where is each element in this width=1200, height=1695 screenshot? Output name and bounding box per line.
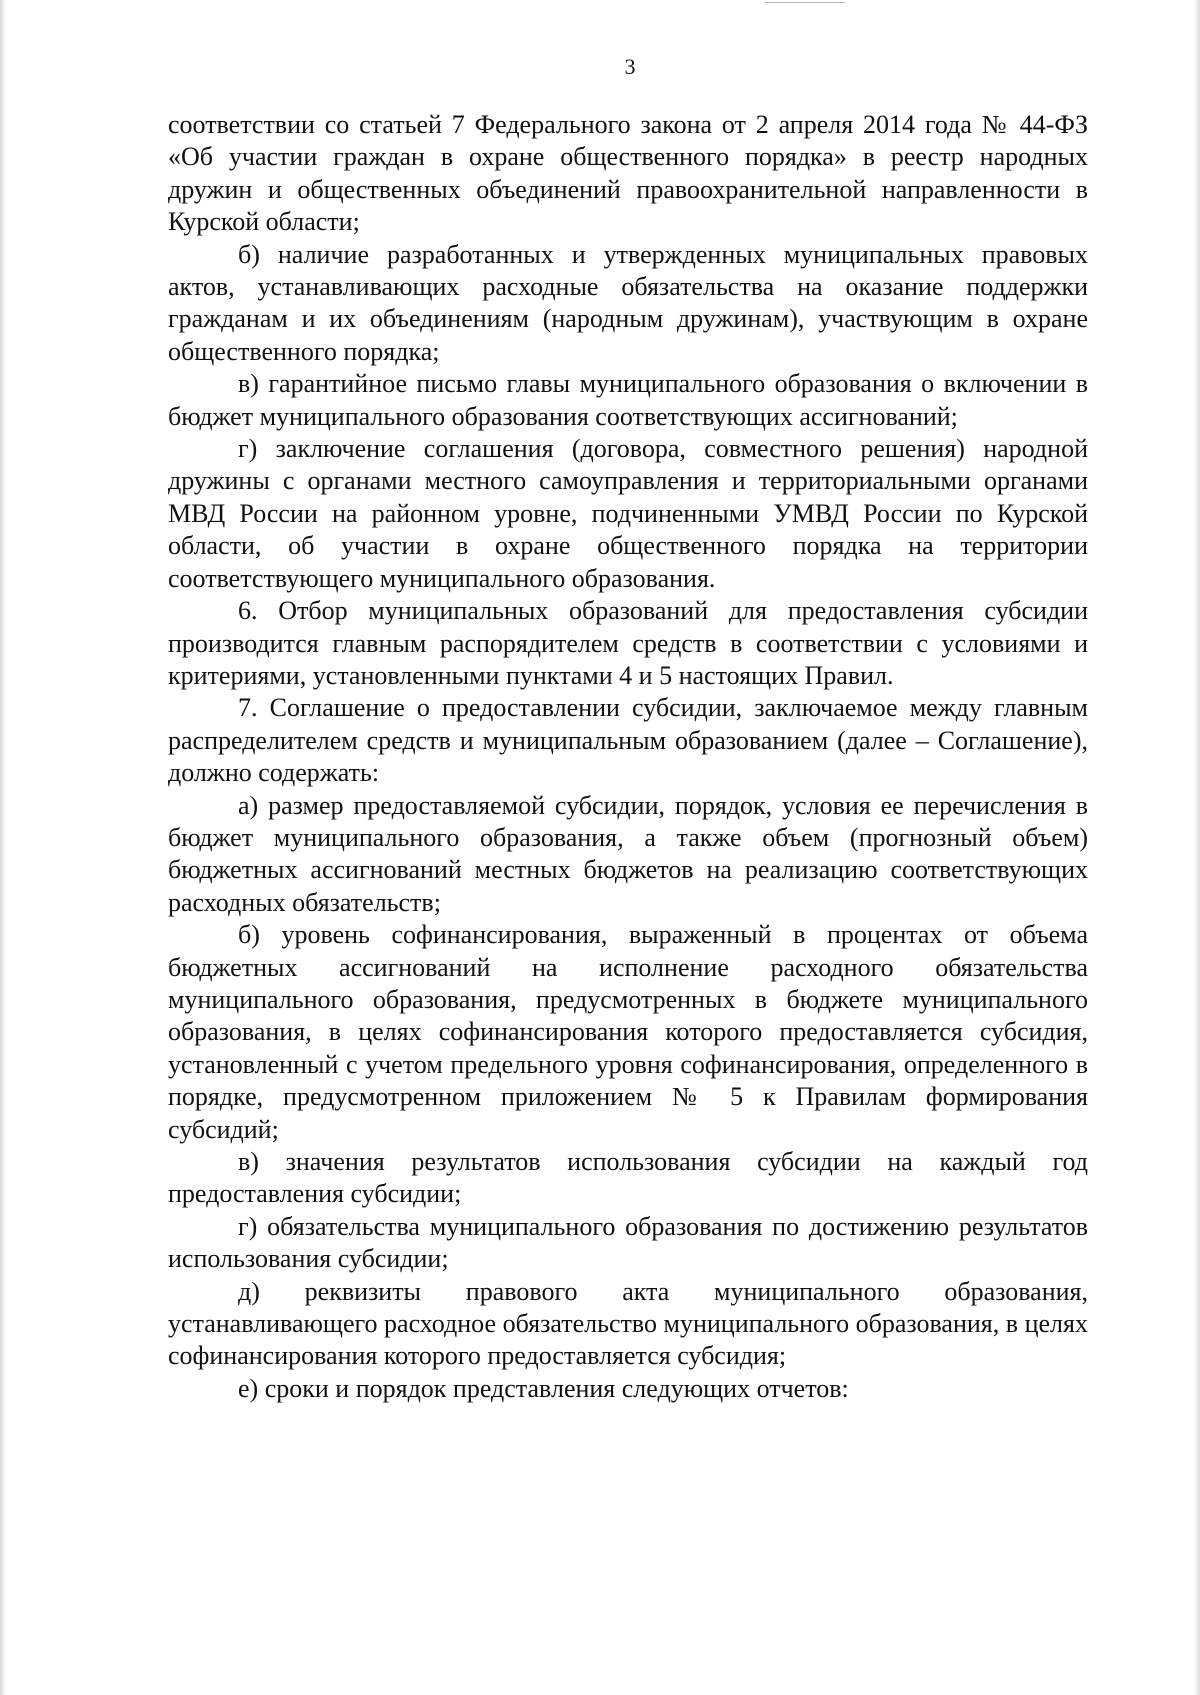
paragraph-item-a: а) размер предоставляемой субсидии, порядок, условия ее перечисления в бюджет муниципального образования, а также объем (прогнозный объем) бюджетных ассигнований местных бюджетов на реализацию соответствующих расходных обязательств;	[168, 790, 1088, 917]
paragraph-item-v-2: в) значения результатов использования субсидии на каждый год предоставления субсидии;	[168, 1147, 1088, 1209]
paragraph-clause-6: 6. Отбор муниципальных образований для предоставления субсидии производится главным распорядителем средств в соответствии с условиями и критериями, установленными пунктами 4 и 5 настоящих Правил.	[168, 596, 1088, 690]
scan-artifact	[765, 2, 845, 3]
scan-edge-left	[0, 0, 6, 1695]
page-number: 3	[624, 54, 636, 79]
paragraph-item-d: д) реквизиты правового акта муниципального образования, устанавливающего расходное обязательство муниципального образования, в целях софинансирования которого предоставляется субсидия;	[168, 1276, 1088, 1371]
paragraph-item-g-2: г) обязательства муниципального образования по достижению результатов использования субсидии;	[168, 1211, 1088, 1274]
paragraph-item-b: б) наличие разработанных и утвержденных муниципальных правовых актов, устанавливающих расходные обязательства на оказание поддержки гражданам и их объединениям (народным дружинам), участвующим в охране общественного порядка;	[168, 239, 1088, 366]
paragraph-item-v: в) гарантийное письмо главы муниципального образования о включении в бюджет муниципального образования соответствующих ассигнований;	[168, 369, 1088, 431]
paragraph-item-b-2: б) уровень софинансирования, выраженный в процентах от объема бюджетных ассигнований на исполнение расходного обязательства муниципального образования, предусмотренных в бюджете муниципального образования, в целях софинансирования которого предоставляется субсидия, установленный с учетом предельного уровня софинансирования, определенного в порядке, предусмотренном приложением № 5 к Правилам формирования субсидий;	[168, 920, 1088, 1144]
scan-edge-right	[1194, 0, 1200, 1695]
paragraph-item-e: е) сроки и порядок представления следующих отчетов:	[238, 1373, 849, 1403]
paragraph-item-g: г) заключение соглашения (договора, совместного решения) народной дружины с органами местного самоуправления и территориальными органами МВД России на районном уровне, подчиненными УМВД России по Курской области, об участии в охране общественного порядка на территории соответствующего муниципального образования.	[168, 434, 1088, 593]
document-body	[168, 109, 1088, 1405]
paragraph-clause-7: 7. Соглашение о предоставлении субсидии, заключаемое между главным распределителем средств и муниципальным образованием (далее – Соглашение), должно содержать:	[168, 693, 1088, 788]
paragraph-continuation: соответствии со статьей 7 Федерального закона от 2 апреля 2014 года № 44-ФЗ «Об участии граждан в охране общественного порядка» в реестр народных дружин и общественных объединений правоохранительной направленности в Курской области;	[168, 110, 1088, 237]
